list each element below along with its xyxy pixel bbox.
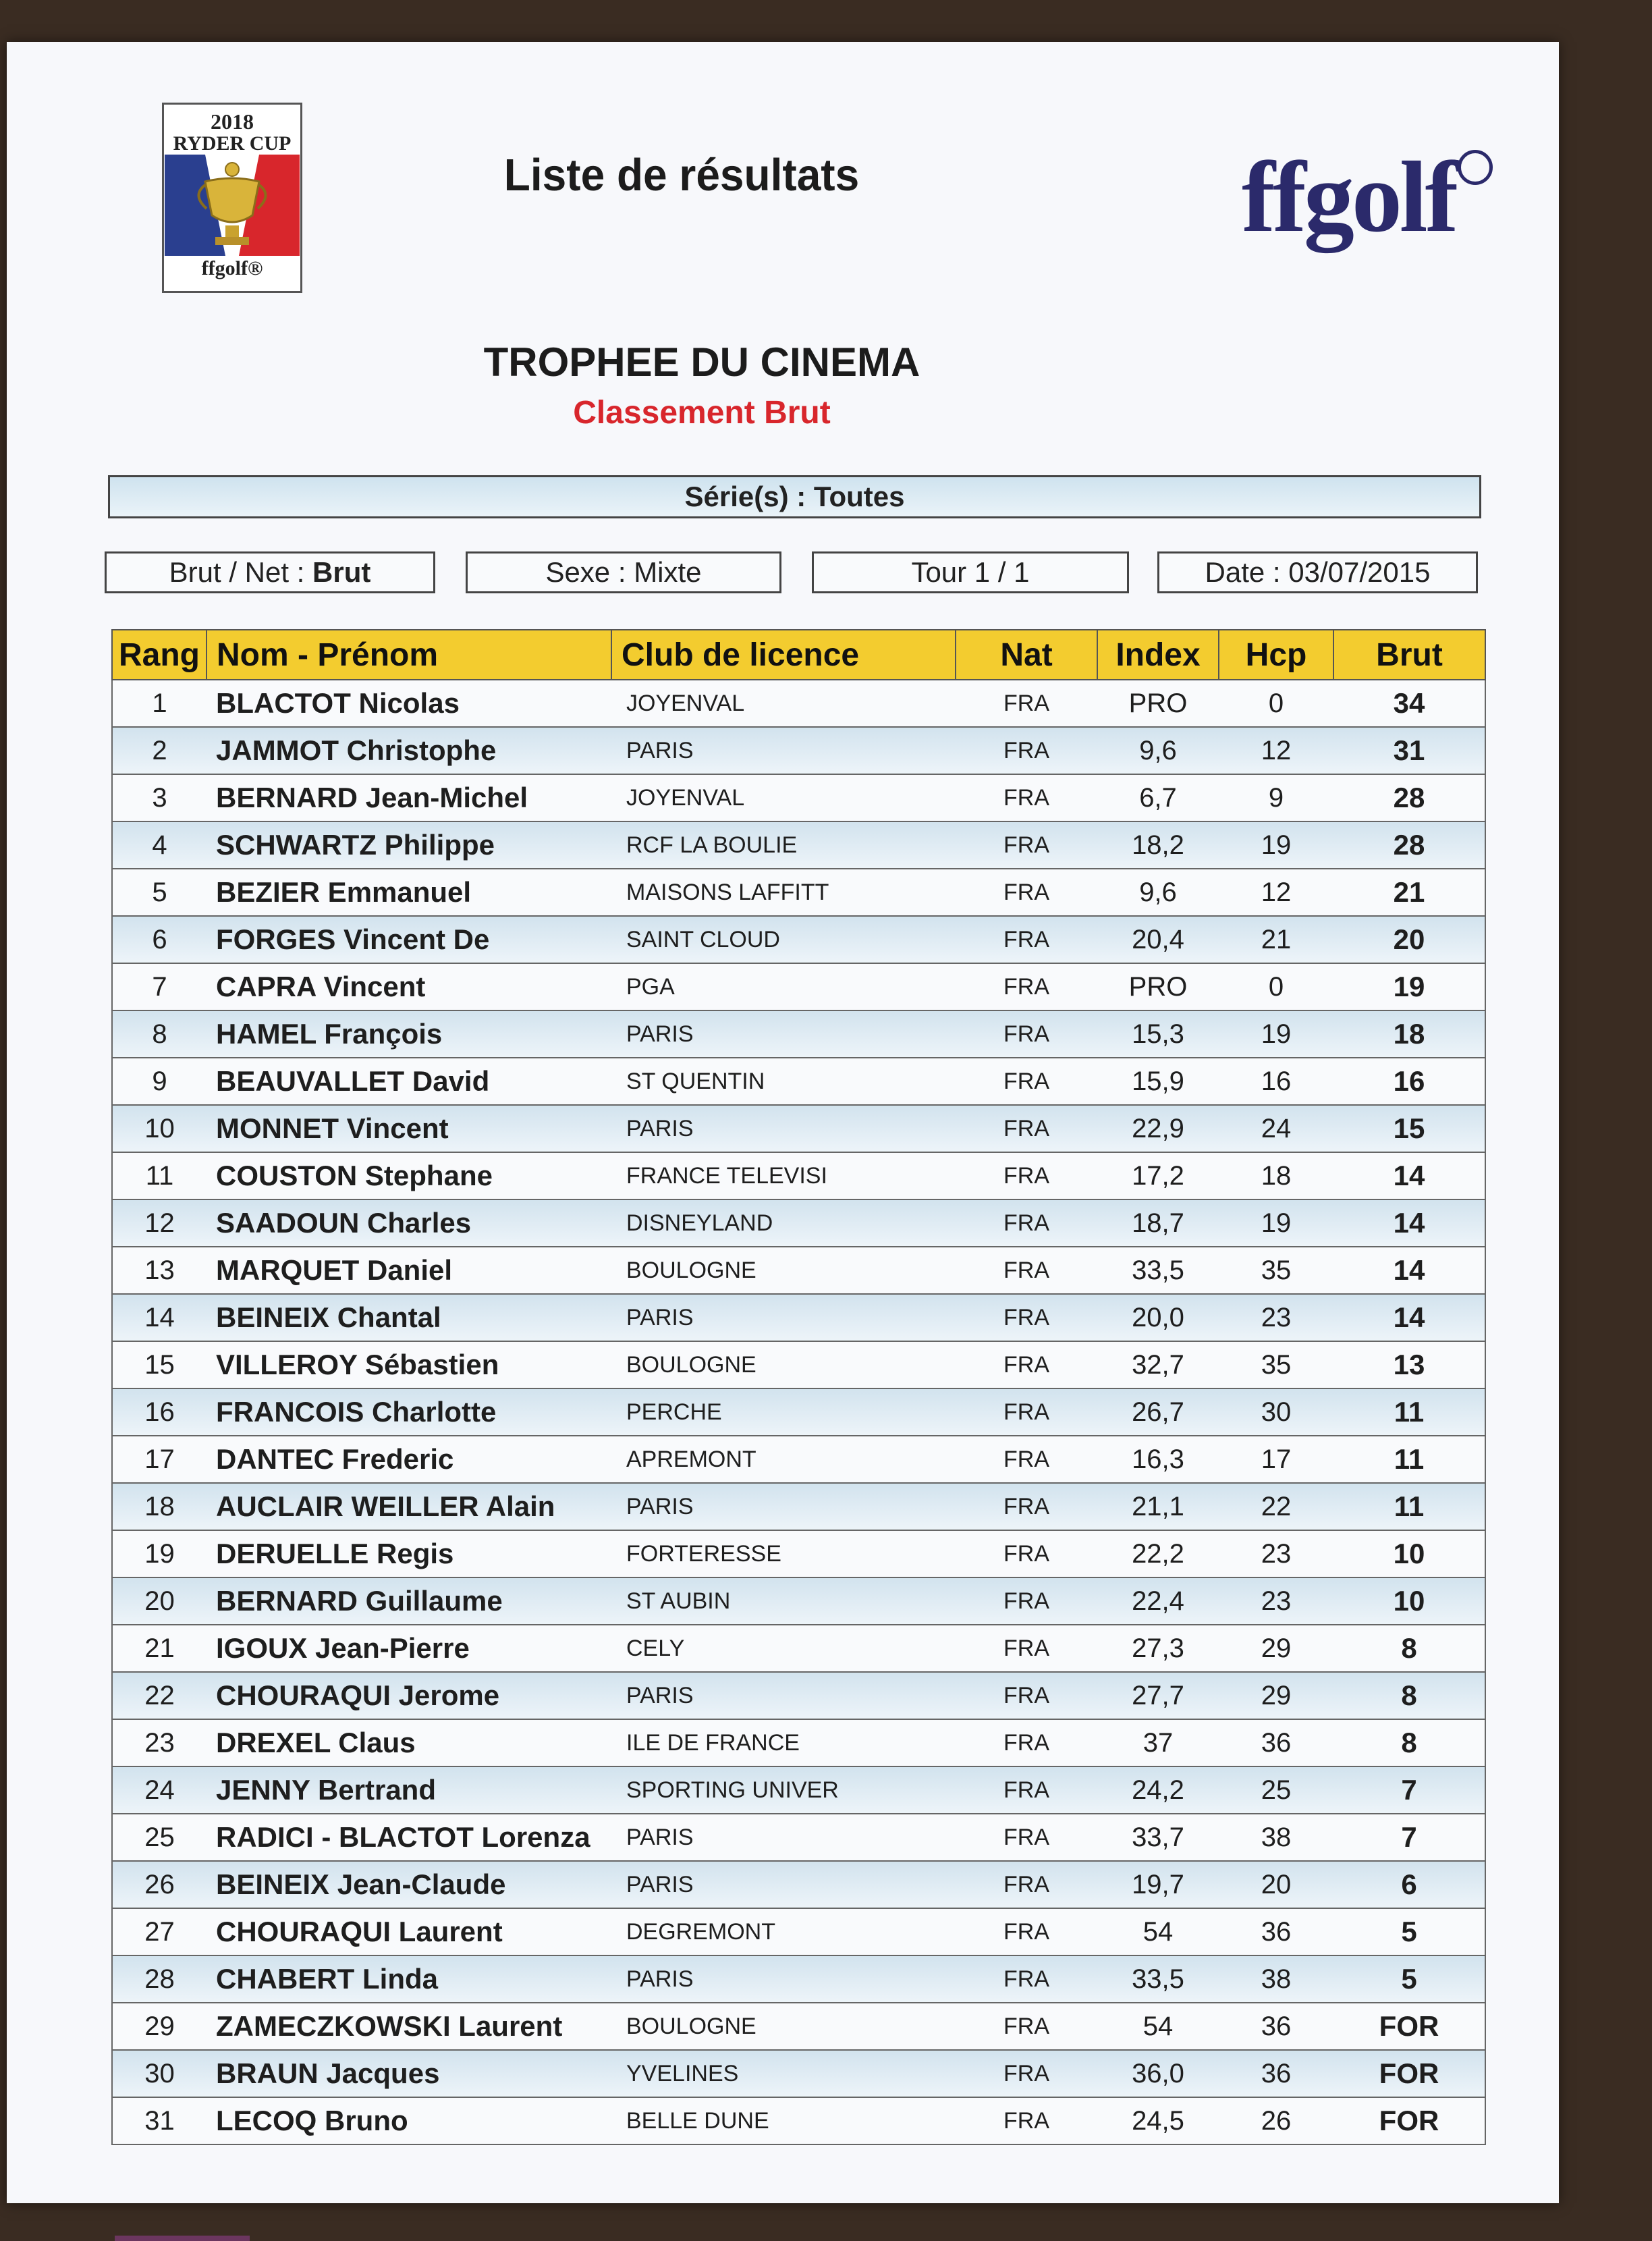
cell-index: 26,7 (1097, 1388, 1219, 1436)
cell-club: JOYENVAL (611, 680, 956, 727)
cell-club: MAISONS LAFFITT (611, 869, 956, 916)
cell-nom: BLACTOT Nicolas (206, 680, 611, 727)
cell-nat: FRA (956, 727, 1097, 774)
cell-club: ST QUENTIN (611, 1058, 956, 1105)
cell-hcp: 17 (1219, 1436, 1333, 1483)
cell-brut: 6 (1333, 1861, 1485, 1908)
cell-nat: FRA (956, 1436, 1097, 1483)
ffgolf-logo: ffgolf (1242, 141, 1456, 253)
cell-index: 9,6 (1097, 727, 1219, 774)
cell-club: PARIS (611, 1814, 956, 1861)
cell-nom: AUCLAIR WEILLER Alain (206, 1483, 611, 1530)
cell-hcp: 29 (1219, 1672, 1333, 1719)
cell-index: 15,9 (1097, 1058, 1219, 1105)
cell-rang: 16 (112, 1388, 206, 1436)
cell-hcp: 26 (1219, 2097, 1333, 2144)
cell-brut: 5 (1333, 1955, 1485, 2003)
cell-nom: CHABERT Linda (206, 1955, 611, 2003)
cell-nom: RADICI - BLACTOT Lorenza (206, 1814, 611, 1861)
cell-nat: FRA (956, 1199, 1097, 1247)
table-header-row (112, 630, 1485, 680)
cell-rang: 3 (112, 774, 206, 821)
cell-brut: 14 (1333, 1152, 1485, 1199)
cell-nom: FRANCOIS Charlotte (206, 1388, 611, 1436)
cell-nom: SAADOUN Charles (206, 1199, 611, 1247)
brut-net-box (105, 551, 435, 593)
cell-hcp: 36 (1219, 2003, 1333, 2050)
cell-nat: FRA (956, 1908, 1097, 1955)
results-sheet (7, 42, 1559, 2203)
cell-nom: JENNY Bertrand (206, 1766, 611, 1814)
logo-year: 2018 (211, 109, 254, 134)
cell-club: PERCHE (611, 1388, 956, 1436)
cell-nat: FRA (956, 1058, 1097, 1105)
cell-hcp: 25 (1219, 1766, 1333, 1814)
logo-ffgolf: ffgolf® (201, 257, 263, 279)
table-row (112, 1436, 1485, 1483)
cell-rang: 12 (112, 1199, 206, 1247)
cell-club: PARIS (611, 1672, 956, 1719)
table-row (112, 1152, 1485, 1199)
cell-brut: 28 (1333, 821, 1485, 869)
cell-nom: BERNARD Guillaume (206, 1577, 611, 1625)
cell-brut: 34 (1333, 680, 1485, 727)
cell-nat: FRA (956, 916, 1097, 963)
cell-index: 36,0 (1097, 2050, 1219, 2097)
cell-club: APREMONT (611, 1436, 956, 1483)
cell-brut: 8 (1333, 1625, 1485, 1672)
cell-index: 24,2 (1097, 1766, 1219, 1814)
cell-rang: 25 (112, 1814, 206, 1861)
table-row (112, 2050, 1485, 2097)
cell-nat: FRA (956, 680, 1097, 727)
cell-hcp: 38 (1219, 1955, 1333, 2003)
classement-subtitle: Classement Brut (573, 395, 831, 431)
cell-club: SAINT CLOUD (611, 916, 956, 963)
table-row (112, 1766, 1485, 1814)
cell-nat: FRA (956, 869, 1097, 916)
cell-brut: 11 (1333, 1436, 1485, 1483)
cell-index: 17,2 (1097, 1152, 1219, 1199)
cell-nom: DERUELLE Regis (206, 1530, 611, 1577)
cell-nom: CAPRA Vincent (206, 963, 611, 1010)
footer-mark (115, 2236, 250, 2241)
cell-brut: 14 (1333, 1199, 1485, 1247)
ffgolf-mark-icon (1458, 150, 1493, 185)
cell-index: PRO (1097, 680, 1219, 727)
cell-nat: FRA (956, 963, 1097, 1010)
table-row (112, 1058, 1485, 1105)
cell-club: BELLE DUNE (611, 2097, 956, 2144)
cell-nat: FRA (956, 1672, 1097, 1719)
cell-hcp: 20 (1219, 1861, 1333, 1908)
cell-index: 18,7 (1097, 1199, 1219, 1247)
cell-index: 20,0 (1097, 1294, 1219, 1341)
cell-rang: 7 (112, 963, 206, 1010)
cell-nat: FRA (956, 774, 1097, 821)
cell-club: PGA (611, 963, 956, 1010)
cell-nat: FRA (956, 1625, 1097, 1672)
sexe-label: Sexe : (545, 556, 626, 588)
cell-index: 22,4 (1097, 1577, 1219, 1625)
cell-rang: 27 (112, 1908, 206, 1955)
header-rang: Rang (112, 630, 206, 680)
brut-net-value: Brut (312, 556, 371, 588)
table-row (112, 1908, 1485, 1955)
cell-nat: FRA (956, 1341, 1097, 1388)
cell-brut: 7 (1333, 1814, 1485, 1861)
cell-club: DEGREMONT (611, 1908, 956, 1955)
cell-hcp: 19 (1219, 1010, 1333, 1058)
cell-brut: 11 (1333, 1483, 1485, 1530)
cell-club: BOULOGNE (611, 2003, 956, 2050)
header-nat: Nat (956, 630, 1097, 680)
cell-rang: 6 (112, 916, 206, 963)
table-row (112, 680, 1485, 727)
cell-club: ILE DE FRANCE (611, 1719, 956, 1766)
cell-nom: BERNARD Jean-Michel (206, 774, 611, 821)
cell-rang: 23 (112, 1719, 206, 1766)
cell-nat: FRA (956, 821, 1097, 869)
cell-club: PARIS (611, 1955, 956, 2003)
cell-nat: FRA (956, 1530, 1097, 1577)
cell-rang: 11 (112, 1152, 206, 1199)
cell-rang: 4 (112, 821, 206, 869)
cell-index: 33,5 (1097, 1955, 1219, 2003)
cell-index: 18,2 (1097, 821, 1219, 869)
logo-ryder-cup: RYDER CUP (173, 132, 292, 155)
table-row (112, 1814, 1485, 1861)
cell-nom: BRAUN Jacques (206, 2050, 611, 2097)
cell-nat: FRA (956, 1105, 1097, 1152)
cell-rang: 13 (112, 1247, 206, 1294)
table-row (112, 869, 1485, 916)
tour-box: Tour 1 / 1 (812, 551, 1129, 593)
cell-hcp: 12 (1219, 727, 1333, 774)
cell-rang: 29 (112, 2003, 206, 2050)
cell-brut: 21 (1333, 869, 1485, 916)
table-row (112, 1861, 1485, 1908)
cell-index: 9,6 (1097, 869, 1219, 916)
table-row (112, 727, 1485, 774)
cell-club: CELY (611, 1625, 956, 1672)
cell-club: PARIS (611, 727, 956, 774)
cell-rang: 15 (112, 1341, 206, 1388)
date-box: Date : 03/07/2015 (1157, 551, 1478, 593)
cell-hcp: 0 (1219, 680, 1333, 727)
cell-hcp: 29 (1219, 1625, 1333, 1672)
cell-index: 54 (1097, 1908, 1219, 1955)
results-body (112, 680, 1485, 2144)
cell-nom: BEINEIX Jean-Claude (206, 1861, 611, 1908)
cell-brut: 10 (1333, 1577, 1485, 1625)
cell-brut: 10 (1333, 1530, 1485, 1577)
header-index: Index (1097, 630, 1219, 680)
cell-nat: FRA (956, 1719, 1097, 1766)
cell-brut: 31 (1333, 727, 1485, 774)
cell-hcp: 30 (1219, 1388, 1333, 1436)
cell-club: BOULOGNE (611, 1341, 956, 1388)
table-row (112, 1199, 1485, 1247)
cell-nom: JAMMOT Christophe (206, 727, 611, 774)
cell-rang: 1 (112, 680, 206, 727)
table-row (112, 2003, 1485, 2050)
sexe-box (466, 551, 781, 593)
cell-hcp: 23 (1219, 1530, 1333, 1577)
cell-club: SPORTING UNIVER (611, 1766, 956, 1814)
cell-rang: 2 (112, 727, 206, 774)
cell-nat: FRA (956, 1814, 1097, 1861)
cell-brut: 11 (1333, 1388, 1485, 1436)
cell-nom: DREXEL Claus (206, 1719, 611, 1766)
cell-hcp: 0 (1219, 963, 1333, 1010)
cell-brut: 16 (1333, 1058, 1485, 1105)
table-row (112, 1105, 1485, 1152)
cell-nom: MONNET Vincent (206, 1105, 611, 1152)
cell-index: 16,3 (1097, 1436, 1219, 1483)
cell-rang: 24 (112, 1766, 206, 1814)
table-row (112, 1388, 1485, 1436)
cell-club: PARIS (611, 1861, 956, 1908)
table-row (112, 774, 1485, 821)
cell-brut: 13 (1333, 1341, 1485, 1388)
cell-hcp: 22 (1219, 1483, 1333, 1530)
cell-brut: 14 (1333, 1294, 1485, 1341)
cell-nom: CHOURAQUI Laurent (206, 1908, 611, 1955)
cell-rang: 17 (112, 1436, 206, 1483)
cell-brut: 15 (1333, 1105, 1485, 1152)
cell-nat: FRA (956, 1388, 1097, 1436)
cell-index: 15,3 (1097, 1010, 1219, 1058)
cell-nom: BEZIER Emmanuel (206, 869, 611, 916)
cell-rang: 14 (112, 1294, 206, 1341)
cell-nom: VILLEROY Sébastien (206, 1341, 611, 1388)
cell-hcp: 36 (1219, 1719, 1333, 1766)
cell-hcp: 38 (1219, 1814, 1333, 1861)
cell-club: ST AUBIN (611, 1577, 956, 1625)
cell-index: PRO (1097, 963, 1219, 1010)
cell-rang: 19 (112, 1530, 206, 1577)
cell-rang: 5 (112, 869, 206, 916)
table-row (112, 963, 1485, 1010)
header-nom: Nom - Prénom (206, 630, 611, 680)
cell-brut: 8 (1333, 1672, 1485, 1719)
cell-hcp: 16 (1219, 1058, 1333, 1105)
page-title: Liste de résultats (503, 149, 860, 200)
table-row (112, 1341, 1485, 1388)
cell-nat: FRA (956, 2050, 1097, 2097)
header-brut: Brut (1333, 630, 1485, 680)
cell-rang: 30 (112, 2050, 206, 2097)
cell-club: PARIS (611, 1483, 956, 1530)
cell-index: 33,5 (1097, 1247, 1219, 1294)
cell-nat: FRA (956, 2097, 1097, 2144)
cell-nom: HAMEL François (206, 1010, 611, 1058)
sexe-value: Mixte (634, 556, 702, 588)
table-row (112, 1719, 1485, 1766)
cell-rang: 20 (112, 1577, 206, 1625)
table-row (112, 1247, 1485, 1294)
results-table (111, 629, 1486, 2145)
cell-nat: FRA (956, 1010, 1097, 1058)
cell-nat: FRA (956, 1766, 1097, 1814)
cell-hcp: 23 (1219, 1294, 1333, 1341)
cell-index: 27,3 (1097, 1625, 1219, 1672)
table-row (112, 1483, 1485, 1530)
cell-nat: FRA (956, 1955, 1097, 2003)
cell-brut: 5 (1333, 1908, 1485, 1955)
cell-nom: MARQUET Daniel (206, 1247, 611, 1294)
cell-club: JOYENVAL (611, 774, 956, 821)
cell-brut: FOR (1333, 2050, 1485, 2097)
cell-hcp: 35 (1219, 1341, 1333, 1388)
cell-club: YVELINES (611, 2050, 956, 2097)
cell-rang: 8 (112, 1010, 206, 1058)
cell-nom: LECOQ Bruno (206, 2097, 611, 2144)
cell-index: 32,7 (1097, 1341, 1219, 1388)
table-row (112, 1672, 1485, 1719)
cell-brut: 8 (1333, 1719, 1485, 1766)
cell-index: 22,9 (1097, 1105, 1219, 1152)
cell-hcp: 18 (1219, 1152, 1333, 1199)
cell-nat: FRA (956, 1247, 1097, 1294)
cell-club: BOULOGNE (611, 1247, 956, 1294)
series-filter: Série(s) : Toutes (108, 475, 1481, 518)
cell-brut: FOR (1333, 2097, 1485, 2144)
cell-rang: 18 (112, 1483, 206, 1530)
cell-nom: FORGES Vincent De (206, 916, 611, 963)
cell-hcp: 21 (1219, 916, 1333, 963)
cell-brut: FOR (1333, 2003, 1485, 2050)
table-row (112, 1530, 1485, 1577)
cell-brut: 19 (1333, 963, 1485, 1010)
cell-brut: 7 (1333, 1766, 1485, 1814)
cell-brut: 28 (1333, 774, 1485, 821)
cell-rang: 28 (112, 1955, 206, 2003)
cell-nat: FRA (956, 1483, 1097, 1530)
cell-index: 37 (1097, 1719, 1219, 1766)
cell-nom: CHOURAQUI Jerome (206, 1672, 611, 1719)
cell-index: 21,1 (1097, 1483, 1219, 1530)
cell-nat: FRA (956, 2003, 1097, 2050)
table-row (112, 1577, 1485, 1625)
table-row (112, 2097, 1485, 2144)
cell-nom: SCHWARTZ Philippe (206, 821, 611, 869)
table-row (112, 1010, 1485, 1058)
cell-index: 24,5 (1097, 2097, 1219, 2144)
event-title: TROPHEE DU CINEMA (483, 340, 920, 385)
cell-hcp: 19 (1219, 821, 1333, 869)
cell-nat: FRA (956, 1861, 1097, 1908)
cell-rang: 26 (112, 1861, 206, 1908)
cell-index: 33,7 (1097, 1814, 1219, 1861)
table-row (112, 821, 1485, 869)
cell-nat: FRA (956, 1577, 1097, 1625)
cell-rang: 21 (112, 1625, 206, 1672)
brut-net-label: Brut / Net : (169, 556, 305, 588)
cell-club: DISNEYLAND (611, 1199, 956, 1247)
cell-index: 22,2 (1097, 1530, 1219, 1577)
cell-hcp: 35 (1219, 1247, 1333, 1294)
cell-index: 20,4 (1097, 916, 1219, 963)
cell-club: PARIS (611, 1294, 956, 1341)
cell-nom: COUSTON Stephane (206, 1152, 611, 1199)
cell-hcp: 19 (1219, 1199, 1333, 1247)
cell-club: FORTERESSE (611, 1530, 956, 1577)
cell-index: 54 (1097, 2003, 1219, 2050)
cell-club: FRANCE TELEVISI (611, 1152, 956, 1199)
cell-brut: 14 (1333, 1247, 1485, 1294)
cell-index: 6,7 (1097, 774, 1219, 821)
cell-hcp: 36 (1219, 2050, 1333, 2097)
header-club: Club de licence (611, 630, 956, 680)
cell-brut: 20 (1333, 916, 1485, 963)
cell-club: PARIS (611, 1010, 956, 1058)
cell-nom: IGOUX Jean-Pierre (206, 1625, 611, 1672)
cell-brut: 18 (1333, 1010, 1485, 1058)
table-row (112, 1294, 1485, 1341)
cell-rang: 10 (112, 1105, 206, 1152)
cell-hcp: 9 (1219, 774, 1333, 821)
cell-index: 27,7 (1097, 1672, 1219, 1719)
cell-hcp: 12 (1219, 869, 1333, 916)
cell-hcp: 36 (1219, 1908, 1333, 1955)
cell-rang: 9 (112, 1058, 206, 1105)
cell-nom: BEINEIX Chantal (206, 1294, 611, 1341)
cell-hcp: 23 (1219, 1577, 1333, 1625)
cell-nom: ZAMECZKOWSKI Laurent (206, 2003, 611, 2050)
cell-nom: DANTEC Frederic (206, 1436, 611, 1483)
cell-nat: FRA (956, 1152, 1097, 1199)
table-row (112, 916, 1485, 963)
table-row (112, 1625, 1485, 1672)
cell-club: PARIS (611, 1105, 956, 1152)
table-row (112, 1955, 1485, 2003)
cell-index: 19,7 (1097, 1861, 1219, 1908)
cell-rang: 31 (112, 2097, 206, 2144)
cell-rang: 22 (112, 1672, 206, 1719)
cell-hcp: 24 (1219, 1105, 1333, 1152)
cell-nat: FRA (956, 1294, 1097, 1341)
cell-club: RCF LA BOULIE (611, 821, 956, 869)
header-hcp: Hcp (1219, 630, 1333, 680)
cell-nom: BEAUVALLET David (206, 1058, 611, 1105)
